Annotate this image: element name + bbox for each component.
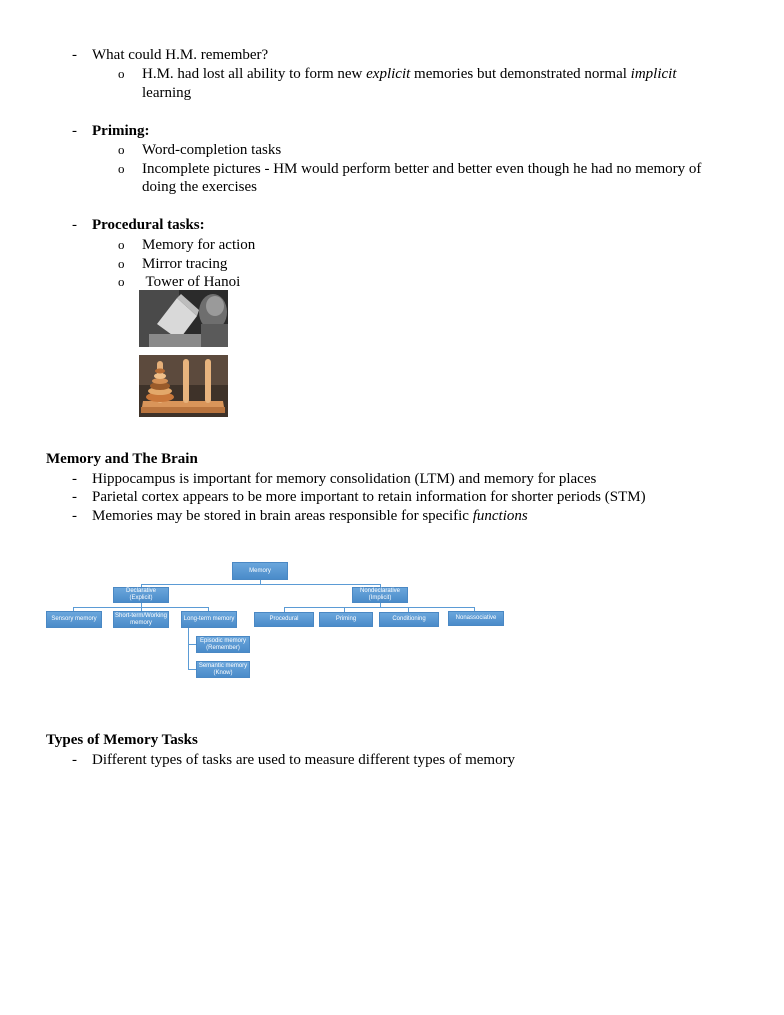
hm-answer-text-2: memories but demonstrated normal	[410, 66, 631, 82]
connector	[188, 644, 196, 645]
types-item: Different types of tasks are used to measure different types of memory	[92, 752, 516, 768]
dash-bullet: -	[72, 752, 77, 768]
long-term-memory-node: Long-term memory	[181, 611, 237, 628]
procedural-item: Tower of Hanoi	[142, 274, 241, 290]
connector	[188, 628, 189, 670]
hm-answer-italic-1: explicit	[366, 66, 411, 82]
tower-of-hanoi-photo	[139, 355, 228, 417]
priming-heading: Priming:	[92, 123, 150, 139]
nonassociative-node: Nonassociative	[448, 611, 504, 626]
hm-answer-italic-2: implicit	[630, 66, 677, 82]
dash-bullet: -	[72, 489, 77, 505]
brain-item	[92, 507, 528, 525]
circle-bullet: o	[118, 256, 125, 271]
nondeclarative-node: Nondeclarative (Implicit)	[352, 587, 408, 603]
dash-bullet: -	[72, 123, 77, 139]
circle-bullet: o	[118, 237, 125, 252]
priming-item-continued: doing the exercises	[142, 179, 257, 195]
priming-node: Priming	[319, 612, 373, 627]
hm-answer-text-1: H.M. had lost all ability to form new	[142, 66, 367, 82]
semantic-memory-node: Semantic memory (Know)	[196, 661, 250, 678]
dash-bullet: -	[72, 508, 77, 524]
dash-bullet: -	[72, 47, 77, 63]
hm-answer-continued: learning	[142, 85, 192, 101]
conditioning-node: Conditioning	[379, 612, 439, 627]
dash-bullet: -	[72, 471, 77, 487]
procedural-node: Procedural	[254, 612, 314, 627]
priming-item: Incomplete pictures - HM would perform better and better even though he had no memory of	[142, 161, 702, 177]
declarative-node: Declarative (Explicit)	[113, 587, 169, 603]
memory-node: Memory	[232, 562, 288, 580]
brain-item: Hippocampus is important for memory consolidation (LTM) and memory for places	[92, 471, 597, 487]
circle-bullet: o	[118, 142, 125, 157]
procedural-item: Mirror tracing	[142, 256, 228, 272]
sensory-memory-node: Sensory memory	[46, 611, 102, 628]
dash-bullet: -	[72, 217, 77, 233]
episodic-memory-node: Episodic memory (Remember)	[196, 636, 250, 653]
circle-bullet: o	[118, 66, 125, 81]
connector	[141, 584, 381, 585]
types-heading: Types of Memory Tasks	[46, 732, 198, 748]
brain-item-text: Memories may be stored in brain areas responsible for specific	[92, 508, 473, 524]
brain-heading: Memory and The Brain	[46, 451, 198, 467]
connector	[188, 669, 196, 670]
circle-bullet: o	[118, 161, 125, 176]
connector	[284, 607, 474, 608]
brain-item-italic: functions	[472, 508, 528, 524]
mirror-tracing-photo	[139, 290, 228, 347]
hm-question: What could H.M. remember?	[92, 47, 269, 63]
priming-item: Word-completion tasks	[142, 142, 282, 158]
procedural-item: Memory for action	[142, 237, 256, 253]
memory-hierarchy-diagram	[44, 558, 508, 684]
procedural-heading: Procedural tasks:	[92, 217, 205, 233]
brain-item: Parietal cortex appears to be more important to retain information for shorter periods (STM)	[92, 489, 646, 505]
hm-answer	[142, 65, 677, 83]
short-term-memory-node: Short-term/Working memory	[113, 611, 169, 628]
circle-bullet: o	[118, 274, 125, 289]
